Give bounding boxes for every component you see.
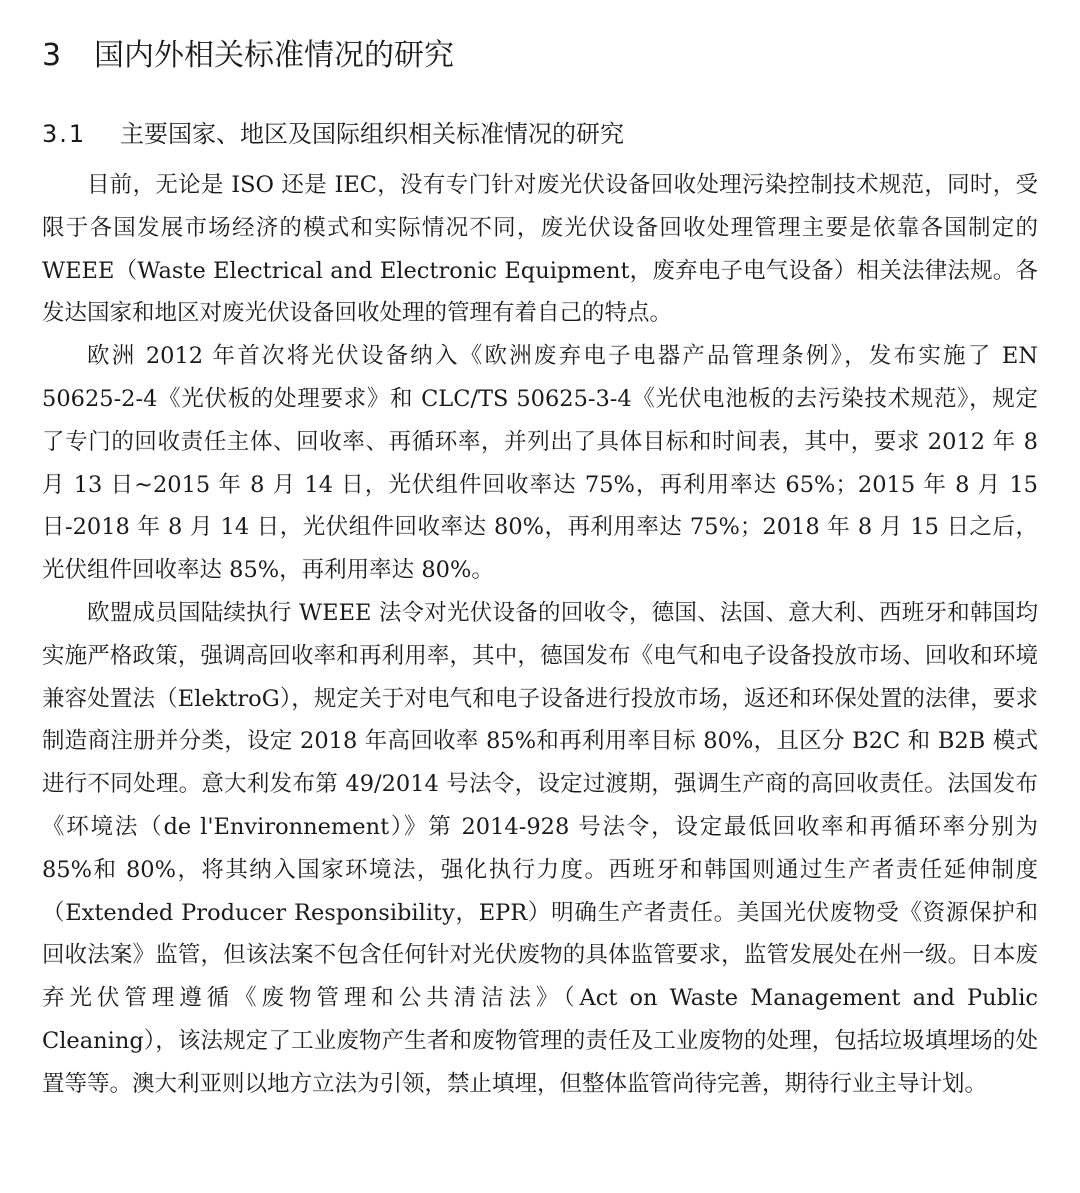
section-heading xyxy=(42,36,1038,76)
section-number: 3 xyxy=(42,38,62,73)
subsection-title: 主要国家、地区及国际组织相关标准情况的研究 xyxy=(120,120,624,148)
section-title: 国内外相关标准情况的研究 xyxy=(94,38,454,73)
paragraph-1: 目前，无论是 ISO 还是 IEC，没有专门针对废光伏设备回收处理污染控制技术规范，同时，受限于各国发展市场经济的模式和实际情况不同，废光伏设备回收处理管理主要是依靠各国制定的 WEEE（Waste Electrical and Electronic Equipment，废弃电子电气设备）相关法律法规。各发达国家和地区对废光伏设备回收处理的管理有着自己的特点。 xyxy=(42,172,1038,327)
body-text xyxy=(42,164,1038,1106)
paragraph-3: 欧盟成员国陆续执行 WEEE 法令对光伏设备的回收令，德国、法国、意大利、西班牙和韩国均实施严格政策，强调高回收率和再利用率，其中，德国发布《电气和电子设备投放市场、回收和环境兼容处置法（ElektroG），规定关于对电气和电子设备进行投放市场，返还和环保处置的法律，要求制造商注册并分类，设定 2018 年高回收率 85%和再利用率目标 80%，且区分 B2C 和 B2B 模式进行不同处理。意大利发布第 49/2014 号法令，设定过渡期，强调生产商的高回收责任。法国发布《环境法（de l'Environnement）》第 2014-928 号法令，设定最低回收率和再循环率分别为 85%和 80%，将其纳入国家环境法，强化执行力度。西班牙和韩国则通过生产者责任延伸制度（Extended Producer Responsibility，EPR）明确生产者责任。美国光伏废物受《资源保护和回收法案》监管，但该法案不包含任何针对光伏废物的具体监管要求，监管发展处在州一级。日本废弃光伏管理遵循《废物管理和公共清洁法》（Act on Waste Management and Public Cleaning），该法规定了工业废物产生者和废物管理的责任及工业废物的处理，包括垃圾填埋场的处置等等。澳大利亚则以地方立法为引领，禁止填埋，但整体监管尚待完善，期待行业主导计划。 xyxy=(42,599,1038,1097)
paragraph-2: 欧洲 2012 年首次将光伏设备纳入《欧洲废弃电子电器产品管理条例》，发布实施了 EN 50625-2-4《光伏板的处理要求》和 CLC/TS 50625-3-4《光伏电池板的去污染技术规范》，规定了专门的回收责任主体、回收率、再循环率，并列出了具体目标和时间表，其中，要求 2012 年 8 月 13 日~2015 年 8 月 14 日，光伏组件回收率达 75%，再利用率达 65%；2015 年 8 月 15 日-2018 年 8 月 14 日，光伏组件回收率达 80%，再利用率达 75%；2018 年 8 月 15 日之后，光伏组件回收率达 85%，再利用率达 80%。 xyxy=(42,343,1038,584)
subsection-number: 3.1 xyxy=(42,120,87,148)
subsection-heading xyxy=(42,118,1038,150)
